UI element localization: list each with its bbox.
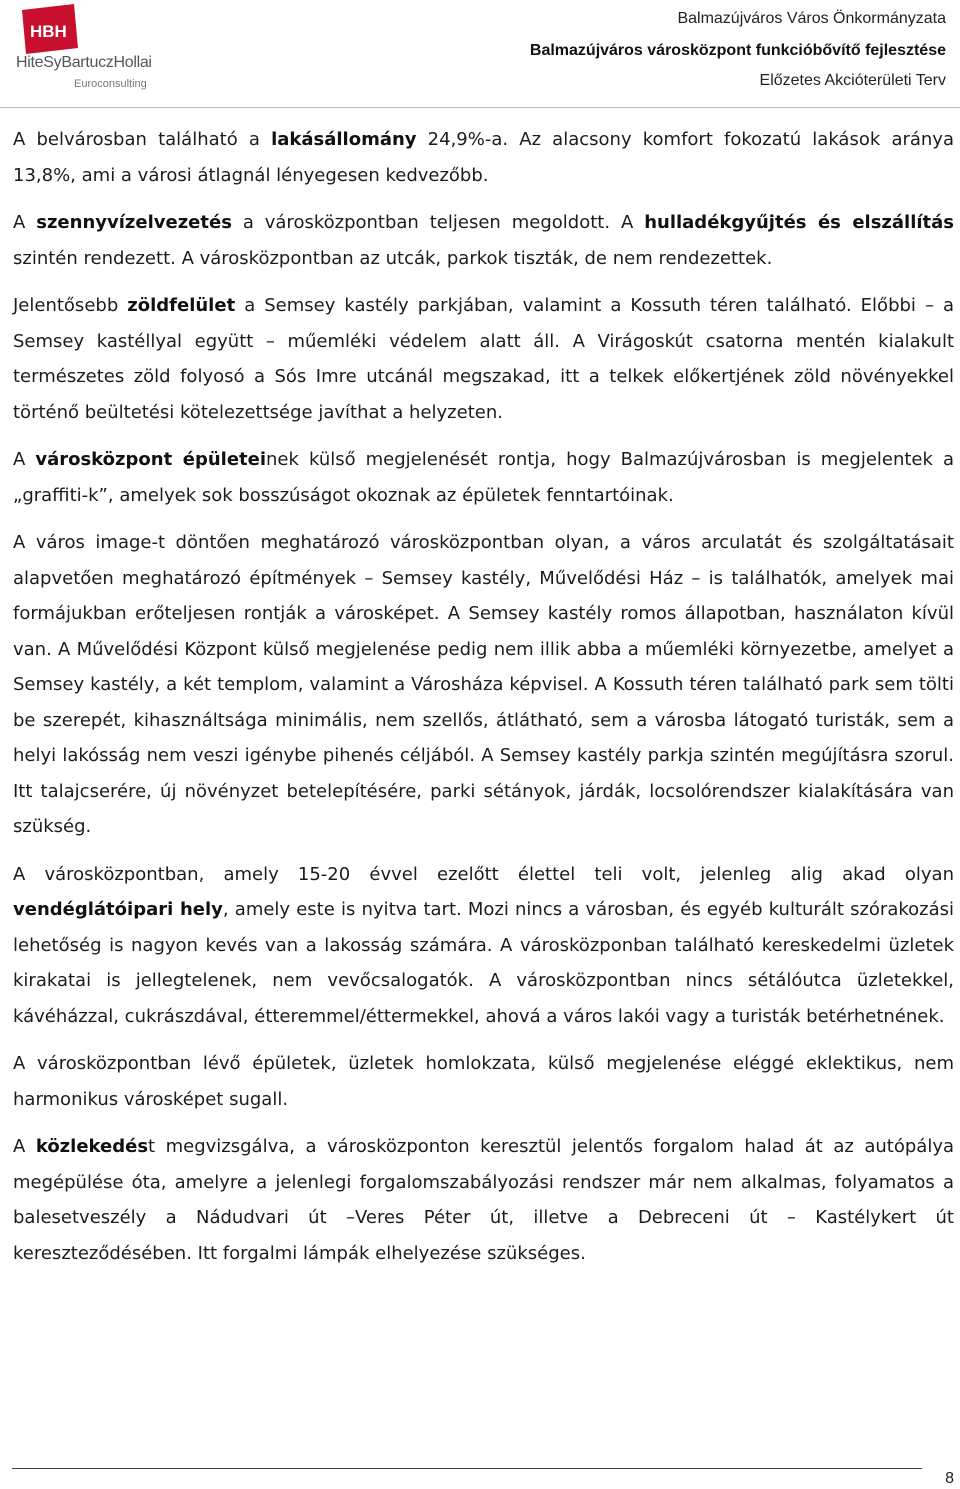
- paragraph-utilities: [13, 205, 954, 276]
- text-run: szintén rendezett. A városközpontban az utcák, parkok tiszták, de nem rendezettek.: [13, 247, 773, 269]
- emphasis-green: zöldfelület: [127, 295, 236, 316]
- text-run: A városközpontban, amely 15-20 évvel ezelőtt élettel teli volt, jelenleg alig akad olyan: [13, 863, 954, 885]
- logo-mark-text: HBH: [30, 22, 67, 41]
- emphasis-housing: lakásállomány: [271, 129, 417, 150]
- logo-mark-icon: [18, 4, 82, 54]
- emphasis-waste: hulladékgyűjtés és elszállítás: [644, 212, 955, 233]
- text-run: A: [13, 212, 37, 233]
- paragraph-facades: A városközpontban lévő épületek, üzletek homlokzata, külső megjelenése eléggé eklektikus, nem harmonikus városképet sugall.: [13, 1053, 954, 1110]
- text-run: A belvárosban található a: [13, 129, 272, 150]
- footer-divider: [12, 1468, 922, 1469]
- project-title: Balmazújváros városközpont funkcióbővítő fejlesztése: [529, 42, 946, 59]
- emphasis-hospitality: vendéglátóipari hely: [13, 899, 223, 920]
- text-run: a Semsey kastély parkjában, valamint a Kossuth téren található. Előbbi – a Semsey kastéllyal együtt – műemléki védelem alatt áll. A Virágoskút csatorna mentén kialakult természetes zöld folyosó a Sós Imre utcánál megszakad, itt a telkek előkertjének zöld növényekkel történő beültetési kötelezettsége javíthat a helyzeten.: [13, 295, 954, 423]
- paragraph-buildings: [13, 442, 954, 513]
- page-number: 8: [945, 1470, 954, 1487]
- logo-company-name: HiteSyBartuczHollai: [16, 54, 152, 71]
- document-body: [13, 122, 954, 1283]
- text-run: t megvizsgálva, a városközponton keresztül jelentős forgalom halad át az autópálya megépülése óta, amelyre a jelenlegi forgalomszabályozási rendszer már nem alkalmas, folyamatos a balesetveszély a Nádudvari út –Veres Péter út, illetve a Debreceni út – Kastélykert út kereszteződésében. Itt forgalmi lámpák elhelyezése szükséges.: [13, 1136, 954, 1264]
- organization-name: Balmazújváros Város Önkormányzata: [677, 10, 946, 27]
- logo-subtitle: Euroconsulting: [74, 78, 147, 90]
- text-run: 24,9%-a. Az alacsony komfort fokozatú lakások aránya 13,8%, ami a városi átlagnál lényegesen kedvezőbb.: [13, 129, 954, 186]
- text-run: , amely este is nyitva tart. Mozi nincs a városban, és egyéb kulturált szórakozási lehetőség is nagyon kevés van a lakosság számára. A városközponban található kereskedelmi üzletek kirakatai is jellegtelenek, nem vevőcsalogatók. A városközpontban nincs sétálóutca üzletekkel, kávéházzal, cukrászdával, étteremmel/éttermekkel, ahová a város lakói vagy a turisták betérhetnének.: [13, 899, 955, 1027]
- text-run: a városközpontban teljesen megoldott. A: [231, 212, 645, 233]
- text-run: A: [13, 449, 36, 470]
- paragraph-hospitality: [13, 857, 954, 1035]
- page-header: [0, 0, 960, 108]
- header-divider: [0, 107, 960, 108]
- company-logo: [12, 4, 172, 98]
- text-run: A: [13, 1136, 36, 1157]
- text-run: Jelentősebb: [13, 295, 128, 316]
- text-run: nek külső megjelenését rontja, hogy Balmazújvárosban is megjelentek a „graffiti-k”, amelyek sok bosszúságot okoznak az épületek fenntartóinak.: [13, 449, 954, 506]
- paragraph-city-image: A város image-t döntően meghatározó városközpontban olyan, a város arculatát és szolgáltatásait alapvetően meghatározó építmények – Semsey kastély, Művelődési Ház – is találhatók, amelyek mai formájukban erőteljesen rontják a városképet. A Semsey kastély romos állapotban, használaton kívül van. A Művelődési Központ külső megjelenése pedig nem illik abba a műemléki környezetbe, amelyet a Semsey kastély, a két templom, valamint a Városháza képvisel. A Kossuth téren található park sem tölti be szerepét, kihasználtsága minimális, nem szellős, átlátható, sem a városba látogató turisták, sem a helyi lakósság nem veszi igénybe pihenés céljából. A Semsey kastély parkja szintén megújításra szorul. Itt talajcserére, új növényzet betelepítésére, parki sétányok, járdák, locsolórendszer kialakítására van szükség.: [13, 532, 954, 837]
- header-titles: [530, 8, 946, 92]
- paragraph-traffic: [13, 1129, 954, 1271]
- emphasis-buildings: városközpont épületei: [35, 449, 267, 470]
- document-title: Előzetes Akcióterületi Terv: [759, 72, 946, 89]
- emphasis-traffic: közlekedés: [35, 1136, 149, 1157]
- paragraph-green-areas: [13, 288, 954, 430]
- emphasis-sewage: szennyvízelvezetés: [36, 212, 232, 233]
- paragraph-housing: [13, 122, 954, 193]
